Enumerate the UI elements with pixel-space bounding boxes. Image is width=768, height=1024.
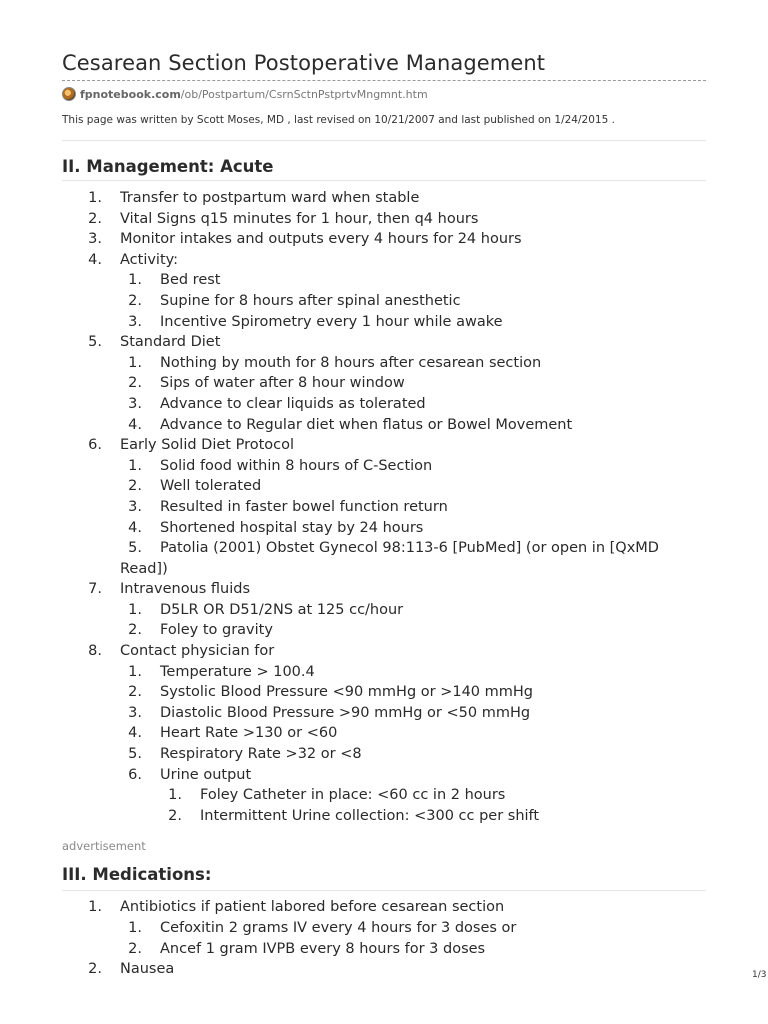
list-item: 5. Standard Diet (88, 334, 221, 351)
sub-list-item: 4. Advance to Regular diet when flatus or Bowel Movement (128, 416, 573, 433)
list-item: 2. Vital Signs q15 minutes for 1 hour, then q4 hours (88, 210, 479, 227)
sub-list-item: 3. Diastolic Blood Pressure >90 mmHg or <50 mmHg (128, 704, 531, 721)
sub-list-item: 1. Temperature > 100.4 (128, 663, 315, 680)
sub-list-item: 3. Incentive Spirometry every 1 hour while awake (128, 313, 503, 330)
list-item: 1. Antibiotics if patient labored before cesarean section (88, 899, 505, 916)
medications-list (62, 897, 706, 979)
list-item: 1. Transfer to postpartum ward when stable (88, 190, 420, 206)
site-favicon-icon (62, 87, 76, 101)
sub-list-item: 3. Resulted in faster bowel function return (128, 498, 448, 515)
sub-list-item: 5. Respiratory Rate >32 or <8 (128, 746, 362, 763)
sub-list-item: 2. Supine for 8 hours after spinal anesthetic (128, 292, 461, 309)
list-item: 6. Early Solid Diet Protocol (88, 437, 295, 454)
sub-list-item: 3. Advance to clear liquids as tolerated (128, 395, 426, 412)
advertisement-label: advertisement (62, 839, 146, 854)
sub-list-item: 4. Shortened hospital stay by 24 hours (128, 519, 424, 536)
sub-list-item: 1. Cefoxitin 2 grams IV every 4 hours for 3 doses or (128, 920, 517, 936)
page-title: Cesarean Section Postoperative Management (62, 51, 546, 75)
sub-list-item: 2. Systolic Blood Pressure <90 mmHg or >140 mmHg (128, 684, 533, 701)
sub-list-item: 2. Well tolerated (128, 478, 262, 495)
section-heading-management: II. Management: Acute (62, 157, 274, 176)
source-url[interactable] (62, 84, 706, 104)
sub-sub-list-item: 1. Foley Catheter in place: <60 cc in 2 hours (168, 787, 506, 804)
management-list (62, 188, 706, 826)
sub-list-item: 2. Sips of water after 8 hour window (128, 375, 405, 392)
sub-list-item: 1. D5LR OR D51/2NS at 125 cc/hour (128, 601, 404, 618)
title-divider (62, 80, 706, 81)
sub-list-item: 2. Ancef 1 gram IVPB every 8 hours for 3 doses (128, 940, 486, 957)
sub-list-item: 6. Urine output (128, 766, 252, 783)
site-path[interactable]: /ob/Postpartum/CsrnSctnPstprtvMngmnt.htm (180, 87, 428, 101)
list-item: 3. Monitor intakes and outputs every 4 hours for 24 hours (88, 231, 522, 248)
list-item: 4. Activity: (88, 251, 179, 268)
author-note: This page was written by Scott Moses, MD , last revised on 10/21/2007 and last published on 1/24/2015 . (62, 114, 615, 126)
list-item: 8. Contact physician for (88, 643, 275, 660)
list-item: 7. Intravenous fluids (88, 581, 251, 598)
sub-sub-list-item: 2. Intermittent Urine collection: <300 cc per shift (168, 807, 540, 824)
section-heading-medications: III. Medications: (62, 865, 212, 885)
citation-item[interactable]: 5. Patolia (2001) Obstet Gynecol 98:113-6 [PubMed] (or open in [QxMD Read]) (120, 540, 659, 577)
site-domain[interactable]: fpnotebook.com (80, 87, 181, 101)
list-item: 2. Nausea (88, 961, 175, 978)
sub-list-item: 1. Nothing by mouth for 8 hours after cesarean section (128, 354, 542, 371)
page-number: 1/3 (752, 970, 767, 980)
sub-list-item: 4. Heart Rate >130 or <60 (128, 725, 338, 742)
sub-list-item: 2. Foley to gravity (128, 622, 273, 639)
sub-list-item: 1. Bed rest (128, 272, 221, 289)
document-page (62, 0, 706, 980)
sub-list-item: 1. Solid food within 8 hours of C-Section (128, 457, 433, 474)
